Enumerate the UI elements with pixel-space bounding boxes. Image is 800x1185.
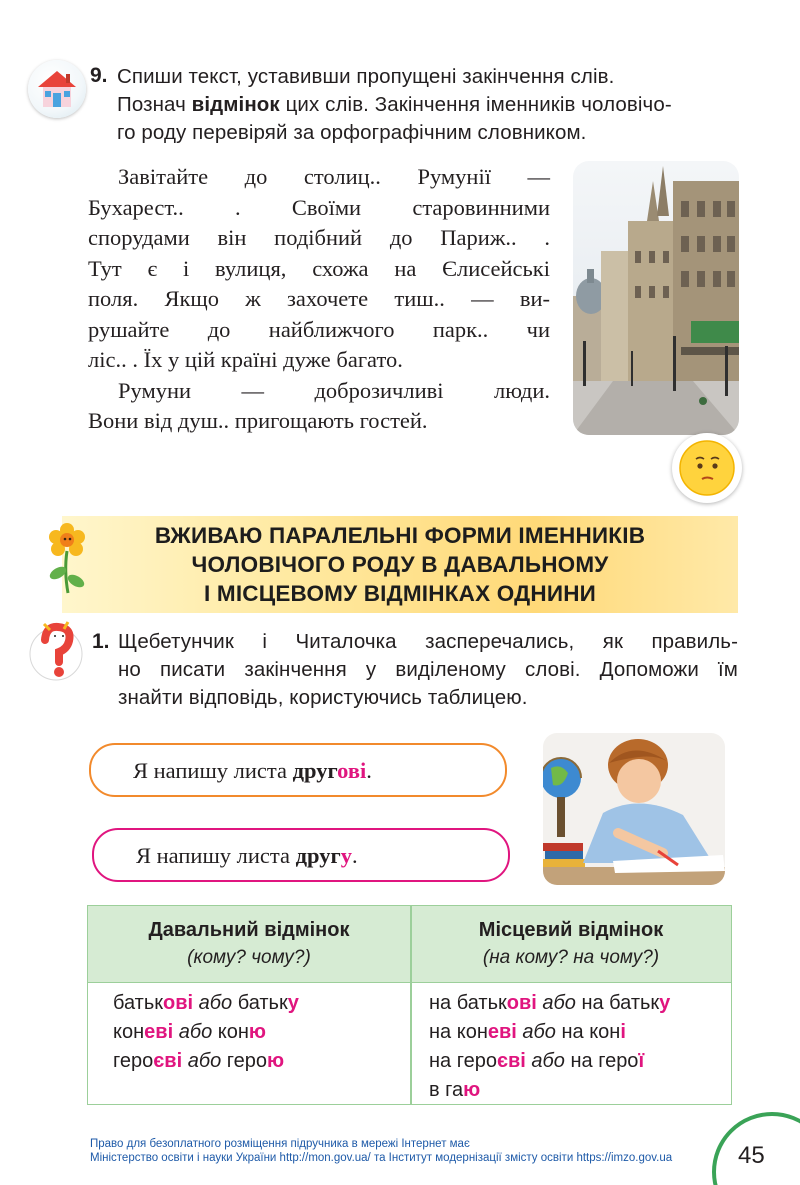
exercise-9-number: 9. bbox=[90, 64, 108, 87]
question-character-icon bbox=[28, 618, 84, 682]
highlighted-word-stem: друг bbox=[292, 758, 338, 783]
locative-header-questions: (на кому? на чому?) bbox=[482, 947, 660, 968]
story-line: Тут є і вулиця, схожа на Єлисейські bbox=[88, 255, 550, 281]
story-text bbox=[88, 162, 550, 437]
bucharest-street-photo bbox=[573, 161, 739, 435]
house-icon bbox=[28, 60, 86, 118]
footer-notice bbox=[90, 1137, 672, 1165]
table-row: батькові або батьку bbox=[113, 992, 299, 1014]
boy-writing-photo bbox=[543, 733, 725, 885]
table-row: в гаю bbox=[429, 1079, 481, 1101]
story-line: спорудами він подібний до Париж.. . bbox=[88, 225, 550, 250]
highlighted-word-stem: друг bbox=[295, 843, 341, 868]
sentence-bubble-2 bbox=[92, 828, 510, 882]
exercise-1-number: 1. bbox=[92, 630, 110, 653]
highlighted-ending: у bbox=[340, 843, 352, 868]
locative-examples bbox=[429, 989, 670, 1105]
section-title-line: ВЖИВАЮ ПАРАЛЕЛЬНІ ФОРМИ ІМЕННИКІВ bbox=[154, 523, 646, 548]
section-title bbox=[62, 521, 738, 608]
dative-examples bbox=[113, 989, 299, 1076]
story-line: ліс.. . Їх у цій країні дуже багато. bbox=[88, 347, 403, 372]
bold-word: відмінок bbox=[191, 93, 280, 116]
story-line: Бухарест.. . Своїми старовинними bbox=[88, 194, 550, 220]
story-line: Румуни — доброзичливі люди. bbox=[118, 377, 550, 403]
footer-line-1: Право для безоплатного розміщення підручника в мережі Інтернет має bbox=[90, 1138, 470, 1150]
instruction-line-3: го роду перевіряй за орфографічним словником. bbox=[117, 121, 587, 144]
table-row: коневі або коню bbox=[113, 1021, 267, 1043]
exercise-1-instructions bbox=[118, 628, 738, 712]
story-line: Вони від душ.. пригощають гостей. bbox=[88, 408, 428, 433]
table-header-locative bbox=[411, 917, 731, 971]
sentence-bubble-1 bbox=[89, 743, 507, 797]
thinking-smiley-icon bbox=[672, 433, 742, 503]
story-line: поля. Якщо ж захочете тиш.. — ви- bbox=[88, 286, 550, 311]
exercise-9-instructions bbox=[117, 63, 737, 147]
bubble-2-text: Я напишу листа другу. bbox=[136, 843, 358, 868]
table-row: на героєві або на герої bbox=[429, 1050, 645, 1072]
instruction-line: но писати закінчення у виділеному слові. Допоможи їм bbox=[118, 658, 738, 681]
section-title-line: ЧОЛОВІЧОГО РОДУ В ДАВАЛЬНОМУ bbox=[191, 552, 609, 577]
case-endings-table bbox=[87, 905, 732, 1105]
instruction-line: знайти відповідь, користуючись таблицею. bbox=[118, 686, 528, 709]
story-line: рушайте до найближчого парк.. чи bbox=[88, 316, 550, 342]
instruction-line-1: Спиши текст, уставивши пропущені закінчення слів. bbox=[117, 65, 615, 88]
section-title-line: І МІСЦЕВОМУ ВІДМІНКАХ ОДНИНИ bbox=[203, 581, 597, 606]
instruction-line-2: Познач відмінок цих слів. Закінчення іменників чоловічо- bbox=[117, 93, 672, 116]
footer-line-2: Міністерство освіти і науки України http://mon.gov.ua/ та Інститут модернізації змісту освіти https://imzo.gov.ua bbox=[90, 1152, 673, 1164]
dative-header-title: Давальний відмінок bbox=[148, 919, 350, 941]
table-header-dative bbox=[88, 917, 410, 971]
table-row: на батькові або на батьку bbox=[429, 992, 671, 1014]
instruction-line: Щебетунчик і Читалочка засперечались, як правиль- bbox=[118, 630, 738, 653]
page-number: 45 bbox=[738, 1142, 765, 1169]
highlighted-ending: ові bbox=[337, 758, 367, 783]
story-line: Завітайте до столиц.. Румунії — bbox=[118, 164, 550, 189]
table-row: на коневі або на коні bbox=[429, 1021, 626, 1043]
dative-header-questions: (кому? чому?) bbox=[187, 947, 311, 968]
table-row: героєві або герою bbox=[113, 1050, 285, 1072]
bubble-1-text: Я напишу листа другові. bbox=[133, 758, 372, 783]
locative-header-title: Місцевий відмінок bbox=[478, 919, 664, 941]
